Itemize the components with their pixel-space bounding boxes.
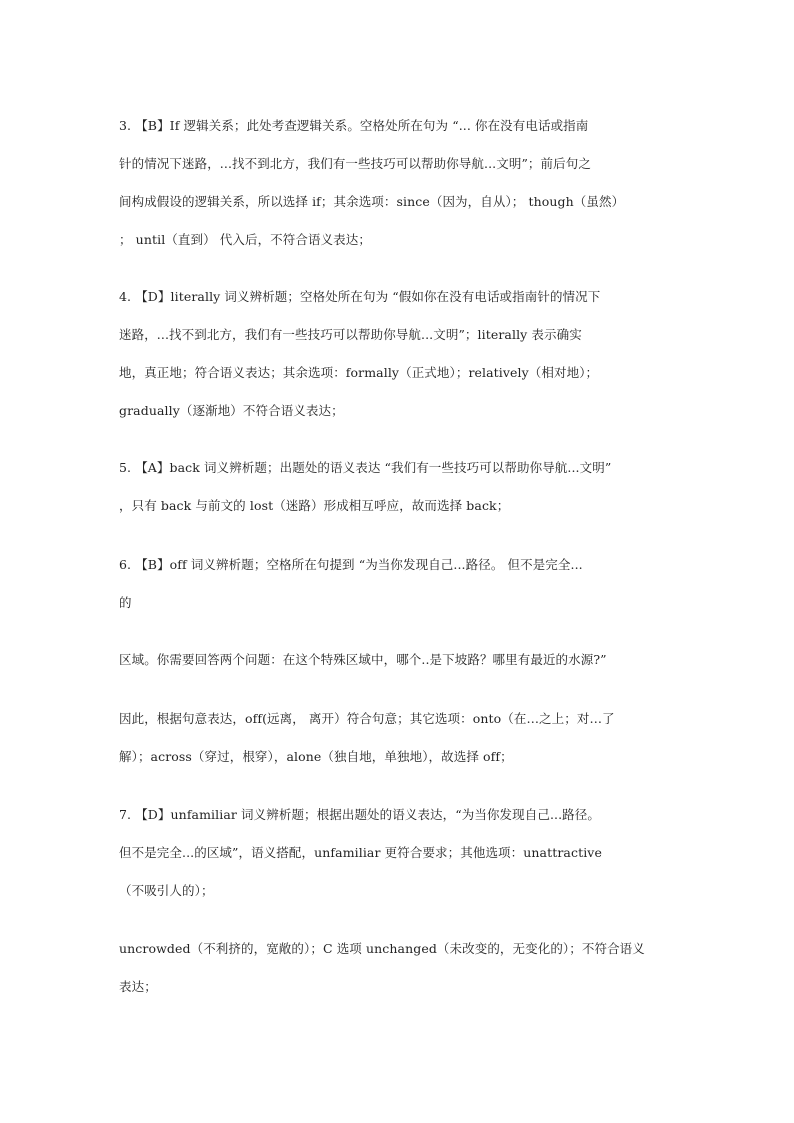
text-line: 但不是完全...的区域”，语义搭配，unfamiliar 更符合要求；其他选项：unattractive	[119, 845, 602, 860]
text-line: （不吸引人的）；	[119, 883, 214, 898]
text-line: 因此，根据句意表达，off(远离， 离开）符合句意；其它选项：onto（在…之上；对…了	[119, 711, 615, 726]
text-line: 3. 【B】If 逻辑关系；此处考查逻辑关系。空格处所在句为 “... 你在没有电话或指南	[119, 118, 589, 133]
text-line: 4. 【D】literally 词义辨析题；空格处所在句为 “假如你在没有电话或指南针的情况下	[119, 289, 601, 304]
text-line: 区域。你需要回答两个问题：在这个特殊区域中，哪个..是下坡路？哪里有最近的水源?”	[119, 652, 607, 667]
text-line: 的	[119, 595, 132, 610]
text-line: 针的情况下迷路，...找不到北方，我们有一些技巧可以帮助你导航...文明”；前后句之	[119, 156, 591, 171]
text-line: 6. 【B】off 词义辨析题；空格所在句提到 “为当你发现自己...路径。 但不是完全...	[119, 557, 583, 572]
text-line: 间构成假设的逻辑关系，所以选择 if；其余选项：since（因为，自从）； though（虽然）	[119, 194, 625, 209]
text-line: ，只有 back 与前文的 lost（迷路）形成相互呼应，故而选择 back；	[119, 498, 510, 513]
text-line: 迷路，...找不到北方，我们有一些技巧可以帮助你导航...文明”；literally 表示确实	[119, 327, 582, 342]
text-line: 表达；	[119, 979, 157, 994]
text-line: 5. 【A】back 词义辨析题；出题处的语义表达 “我们有一些技巧可以帮助你导航...文明”	[119, 460, 612, 475]
text-line: 7. 【D】unfamiliar 词义辨析题；根据出题处的语义表达，“为当你发现自己...路径。	[119, 807, 600, 822]
text-line: ； until（直到） 代入后，不符合语义表达；	[119, 232, 371, 247]
text-line: 解）；across（穿过，根穿），alone（独自地，单独地），故选择 off；	[119, 749, 513, 764]
text-line: gradually（逐渐地）不符合语义表达；	[119, 403, 344, 418]
text-line: uncrowded（不利挤的，宽敞的）；C 选项 unchanged（未改变的，无变化的）；不符合语义	[119, 941, 645, 956]
text-line: 地，真正地；符合语义表达；其余选项：formally（正式地）；relatively（相对地）；	[119, 365, 599, 380]
